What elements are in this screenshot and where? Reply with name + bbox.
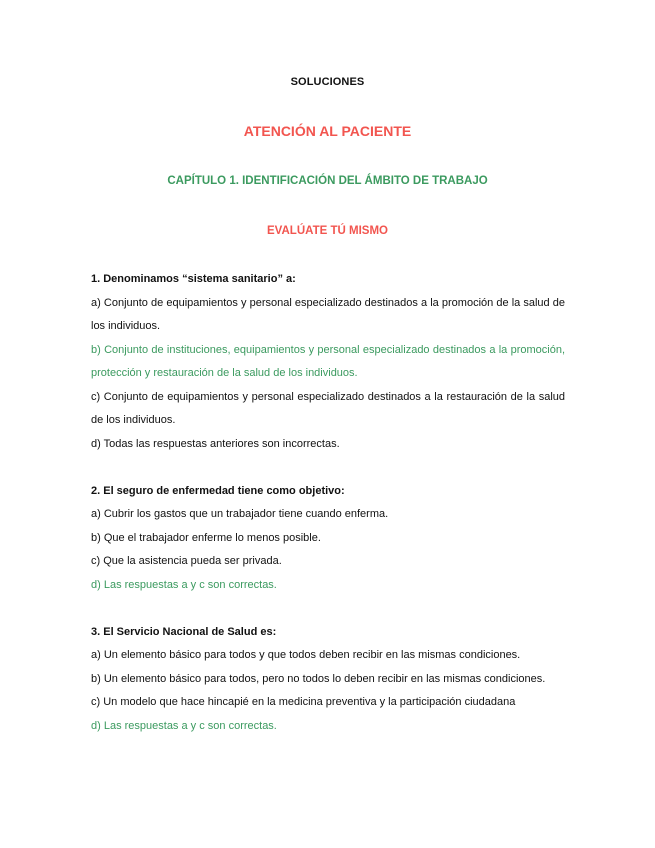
- option-a: a) Conjunto de equipamientos y personal especializado destinados a la promoción de la salud de los individuos.: [91, 296, 565, 332]
- option-b: b) Que el trabajador enferme lo menos posible.: [91, 531, 321, 544]
- question-text: 2. El seguro de enfermedad tiene como objetivo:: [91, 484, 345, 497]
- subject-title: ATENCIÓN AL PACIENTE: [243, 123, 412, 139]
- option-d-correct: d) Las respuestas a y c son correctas.: [91, 719, 277, 732]
- option-b-correct: b) Conjunto de instituciones, equipamientos y personal especializado destinados a la promoción, protección y restauración de la salud de los individuos.: [91, 343, 565, 379]
- option-a: a) Un elemento básico para todos y que todos deben recibir en las mismas condiciones.: [91, 649, 521, 661]
- option-c: c) Que la asistencia pueda ser privada.: [91, 555, 282, 567]
- question-3: [91, 621, 565, 739]
- question-text: 1. Denominamos “sistema sanitario” a:: [91, 273, 296, 285]
- option-a: a) Cubrir los gastos que un trabajador tiene cuando enferma.: [91, 508, 389, 520]
- option-c: c) Conjunto de equipamientos y personal especializado destinados a la restauración de la salud de los individuos.: [91, 390, 565, 426]
- section-title: EVALÚATE TÚ MISMO: [267, 225, 388, 237]
- question-1: [91, 268, 565, 456]
- document-title: SOLUCIONES: [290, 76, 365, 88]
- option-d-correct: d) Las respuestas a y c son correctas.: [91, 578, 277, 591]
- question-2: [91, 480, 565, 598]
- question-text: 3. El Servicio Nacional de Salud es:: [91, 625, 277, 638]
- option-c: c) Un modelo que hace hincapié en la medicina preventiva y la participación ciudadana: [91, 696, 516, 708]
- option-d: d) Todas las respuestas anteriores son incorrectas.: [91, 437, 340, 450]
- chapter-title: CAPÍTULO 1. IDENTIFICACIÓN DEL ÁMBITO DE TRABAJO: [167, 175, 488, 187]
- questions-list: [91, 268, 565, 762]
- option-b: b) Un elemento básico para todos, pero no todos lo deben recibir en las mismas condiciones.: [91, 672, 546, 685]
